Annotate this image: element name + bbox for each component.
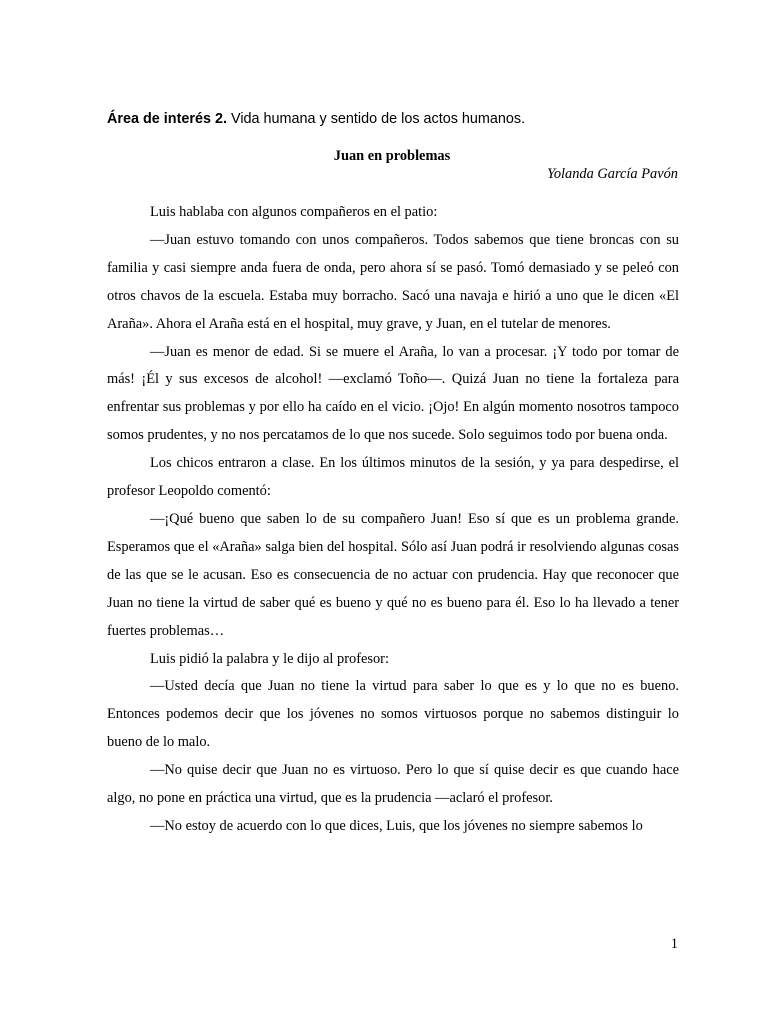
- story-author: Yolanda García Pavón: [547, 166, 678, 182]
- paragraph: —Juan estuvo tomando con unos compañeros. Todos sabemos que tiene broncas con su familia y casi siempre anda fuera de onda, pero ahora sí se pasó. Tomó demasiado y se peleó con otros chavos de la escuela. Estaba muy borracho. Sacó una navaja e hirió a uno que le dicen «El Araña». Ahora el Araña está en el hospital, muy grave, y Juan, en el tutelar de menores.: [107, 231, 679, 332]
- area-label: Área de interés 2.: [107, 111, 227, 127]
- story-title: Juan en problemas: [333, 148, 451, 164]
- paragraph: —Juan es menor de edad. Si se muere el Araña, lo van a procesar. ¡Y todo por tomar de más! ¡Él y sus excesos de alcohol! —exclamó Toño—. Quizá Juan no tiene la fortaleza para enfrentar sus problemas y por ello ha caído en el vicio. ¡Ojo! En algún momento nosotros tampoco somos prudentes, y no nos percatamos de lo que nos sucede. Solo seguimos todo por buena onda.: [107, 343, 679, 444]
- paragraph: Los chicos entraron a clase. En los últimos minutos de la sesión, y ya para despedirse, el profesor Leopoldo comentó:: [107, 455, 679, 500]
- page-number: 1: [670, 936, 678, 952]
- paragraph: Luis pidió la palabra y le dijo al profesor:: [150, 650, 389, 667]
- paragraph: —Usted decía que Juan no tiene la virtud para saber lo que es y lo que no es bueno. Entonces podemos decir que los jóvenes no somos virtuosos porque no sabemos distinguir lo bueno de lo malo.: [107, 678, 679, 751]
- paragraph: —¡Qué bueno que saben lo de su compañero Juan! Eso sí que es un problema grande. Esperamos que el «Araña» salga bien del hospital. Sólo así Juan podrá ir resolviendo algunas cosas de las que se le acusan. Eso es consecuencia de no actuar con prudencia. Hay que reconocer que Juan no tiene la virtud de saber qué es bueno y qué no es bueno para él. Eso lo ha llevado a tener fuertes problemas…: [107, 510, 679, 639]
- paragraph: —No quise decir que Juan no es virtuoso. Pero lo que sí quise decir es que cuando hace algo, no pone en práctica una virtud, que es la prudencia —aclaró el profesor.: [107, 762, 679, 807]
- area-description: Vida humana y sentido de los actos humanos.: [226, 111, 526, 127]
- area-of-interest-line: [107, 109, 707, 129]
- story-body: [107, 199, 679, 841]
- paragraph: Luis hablaba con algunos compañeros en el patio:: [150, 204, 438, 220]
- paragraph: —No estoy de acuerdo con lo que dices, Luis, que los jóvenes no siempre sabemos lo: [150, 817, 643, 834]
